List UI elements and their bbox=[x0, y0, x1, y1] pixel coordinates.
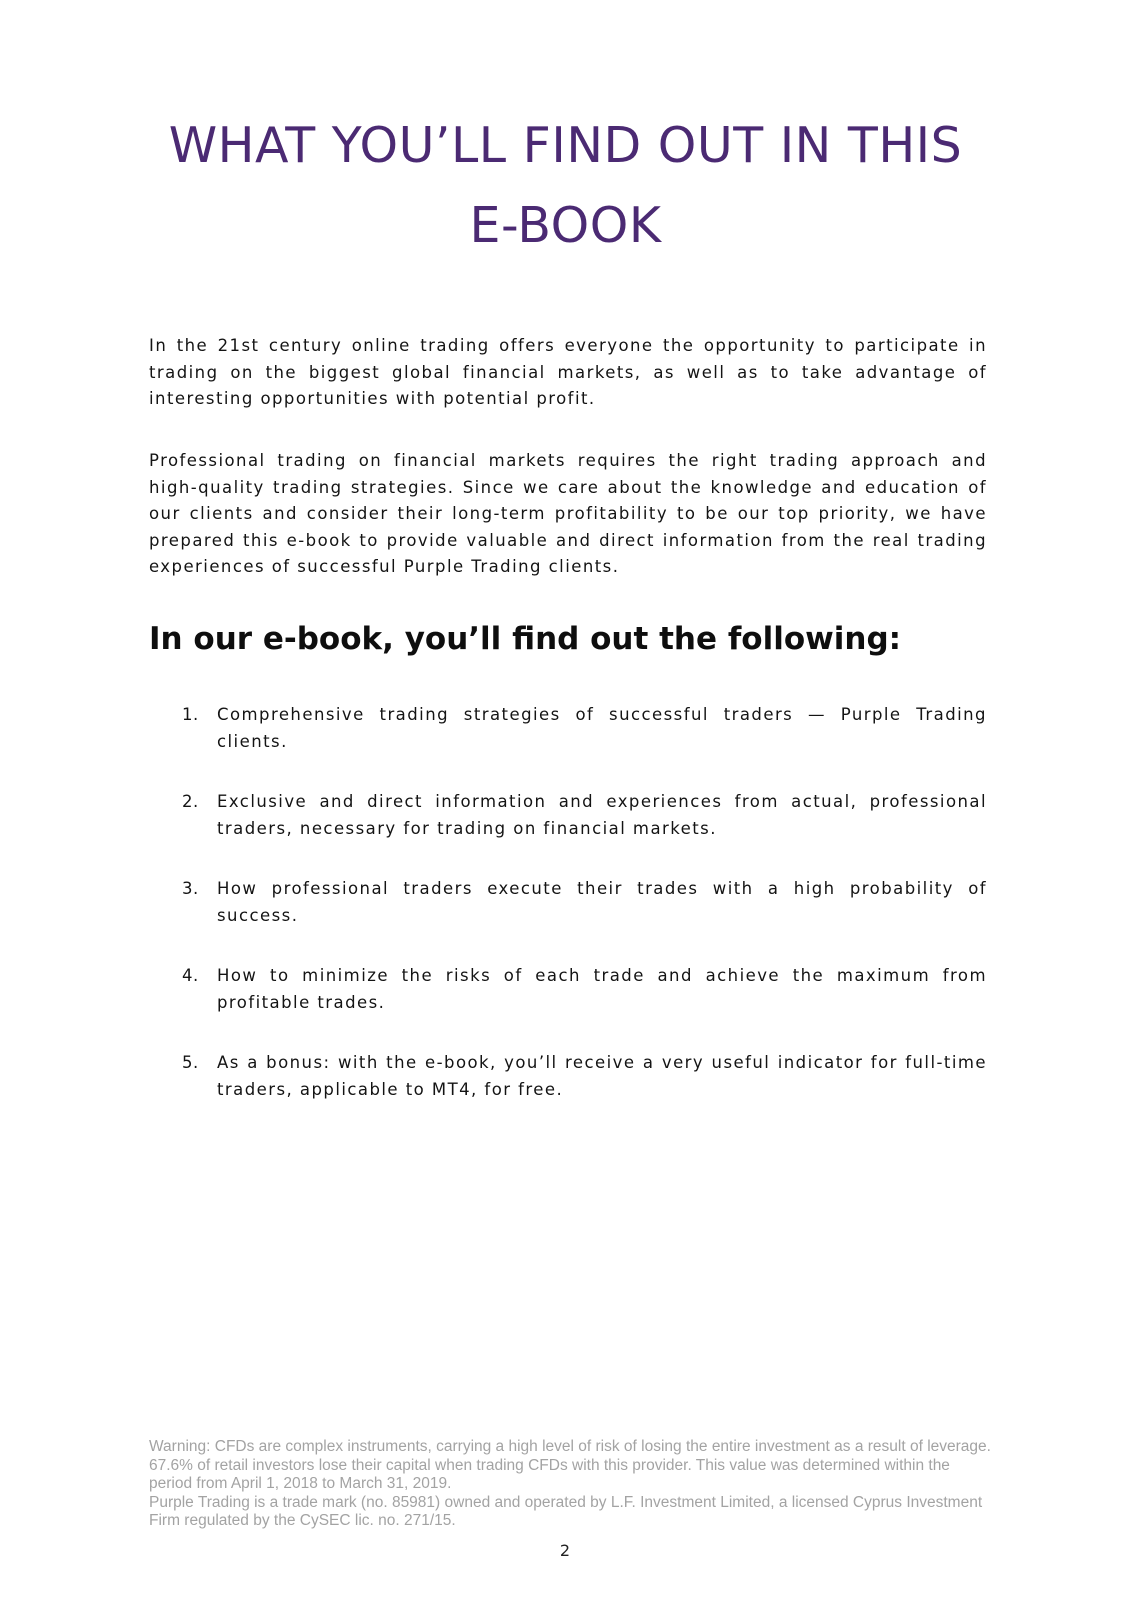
trademark-text: Purple Trading is a trade mark (no. 85981) owned and operated by L.F. Investment Limited, a licensed Cyprus Investment Firm regulated by the CySEC lic. no. 271/15. bbox=[149, 1493, 983, 1529]
risk-warning-footer bbox=[149, 1438, 991, 1531]
list-item-number: 2. bbox=[182, 792, 199, 811]
list-item-text: Exclusive and direct information and experiences from actual, professional traders, necessary for trading on financial markets. bbox=[217, 792, 987, 838]
list-item-text: Comprehensive trading strategies of successful traders — Purple Trading clients. bbox=[217, 705, 987, 751]
list-item bbox=[149, 963, 987, 1016]
list-item bbox=[149, 1050, 987, 1103]
list-item-number: 3. bbox=[182, 879, 199, 898]
list-item-text: As a bonus: with the e-book, you’ll receive a very useful indicator for full-time traders, applicable to MT4, for free. bbox=[217, 1053, 987, 1099]
list-item bbox=[149, 702, 987, 755]
risk-warning-text: Warning: CFDs are complex instruments, carrying a high level of risk of losing the entire investment as a result of leverage. 67.6% of retail investors lose their capital when trading CFDs with this provider. This value was determined within the period from April 1, 2018 to March 31, 2019. bbox=[149, 1438, 991, 1492]
list-item-text: How to minimize the risks of each trade and achieve the maximum from profitable trades. bbox=[217, 966, 987, 1012]
list-item-text: How professional traders execute their trades with a high probability of success. bbox=[217, 879, 987, 925]
page-title-line-1: WHAT YOU’LL FIND OUT IN THIS bbox=[168, 117, 963, 174]
list-item bbox=[149, 876, 987, 929]
intro-paragraph: In the 21st century online trading offers everyone the opportunity to participate in trading on the biggest global financial markets, as well as to take advantage of interesting opportunities with potential profit. bbox=[149, 336, 987, 408]
list-item-number: 4. bbox=[182, 966, 199, 985]
list-item-number: 5. bbox=[182, 1053, 199, 1072]
section-heading: In our e-book, you’ll find out the following: bbox=[149, 621, 902, 657]
findings-list bbox=[149, 702, 987, 1137]
list-item bbox=[149, 789, 987, 842]
body-paragraph: Professional trading on financial markets requires the right trading approach and high-quality trading strategies. Since we care about the knowledge and education of our clients and consider their long-term profitability to be our top priority, we have prepared this e-book to provide valuable and direct information from the real trading experiences of successful Purple Trading clients. bbox=[149, 451, 987, 576]
list-item-number: 1. bbox=[182, 705, 199, 724]
page-title bbox=[120, 106, 1011, 266]
page-number: 2 bbox=[559, 1541, 571, 1560]
page-title-line-2: E-BOOK bbox=[469, 197, 662, 254]
